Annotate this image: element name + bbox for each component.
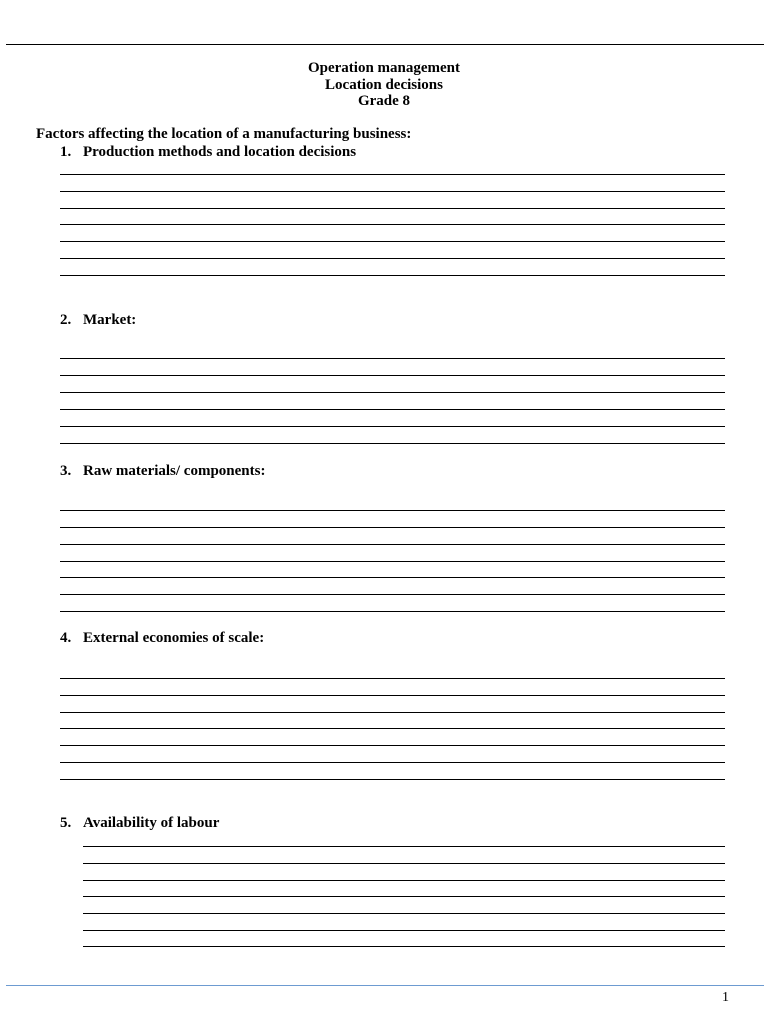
answer-line[interactable] — [60, 762, 725, 763]
answer-line[interactable] — [83, 930, 725, 931]
answer-line[interactable] — [60, 527, 725, 528]
section-heading — [60, 144, 356, 161]
answer-line[interactable] — [60, 443, 725, 444]
answer-line[interactable] — [60, 544, 725, 545]
section-title: Availability of labour — [83, 815, 220, 831]
answer-line[interactable] — [60, 728, 725, 729]
answer-line[interactable] — [60, 712, 725, 713]
answer-line[interactable] — [83, 896, 725, 897]
answer-line[interactable] — [60, 375, 725, 376]
answer-line[interactable] — [60, 275, 725, 276]
answer-line[interactable] — [83, 880, 725, 881]
answer-line[interactable] — [60, 409, 725, 410]
section-title: Production methods and location decisions — [83, 144, 357, 160]
page-number: 1 — [722, 990, 729, 1005]
section-number: 3. — [60, 463, 72, 479]
footer-rule — [6, 985, 764, 986]
section-heading — [60, 463, 265, 480]
answer-line[interactable] — [83, 846, 725, 847]
answer-line[interactable] — [60, 208, 725, 209]
intro-heading: Factors affecting the location of a manufacturing business: — [36, 126, 412, 142]
answer-line[interactable] — [83, 913, 725, 914]
title-line-grade: Grade 8 — [357, 93, 411, 109]
answer-line[interactable] — [60, 392, 725, 393]
answer-line[interactable] — [60, 191, 725, 192]
section-heading — [60, 312, 136, 329]
answer-line[interactable] — [60, 426, 725, 427]
answer-line[interactable] — [83, 863, 725, 864]
answer-line[interactable] — [60, 611, 725, 612]
answer-line[interactable] — [60, 678, 725, 679]
section-number: 2. — [60, 312, 72, 328]
section-number: 1. — [60, 144, 72, 160]
answer-line[interactable] — [60, 224, 725, 225]
header-rule — [6, 44, 764, 45]
answer-line[interactable] — [60, 577, 725, 578]
answer-line[interactable] — [60, 695, 725, 696]
answer-line[interactable] — [83, 946, 725, 947]
section-title: Market: — [83, 312, 137, 328]
section-heading — [60, 630, 264, 647]
section-title: Raw materials/ components: — [83, 463, 266, 479]
title-line-topic: Location decisions — [325, 76, 443, 93]
answer-line[interactable] — [60, 510, 725, 511]
answer-line[interactable] — [60, 745, 725, 746]
answer-line[interactable] — [60, 561, 725, 562]
section-title: External economies of scale: — [83, 630, 265, 646]
title-line-subject: Operation management — [307, 60, 461, 76]
section-heading — [60, 815, 219, 832]
section-number: 4. — [60, 630, 72, 646]
answer-line[interactable] — [60, 779, 725, 780]
answer-line[interactable] — [60, 174, 725, 175]
answer-line[interactable] — [60, 241, 725, 242]
section-number: 5. — [60, 815, 72, 831]
answer-line[interactable] — [60, 258, 725, 259]
answer-line[interactable] — [60, 358, 725, 359]
document-title — [0, 60, 768, 110]
answer-line[interactable] — [60, 594, 725, 595]
